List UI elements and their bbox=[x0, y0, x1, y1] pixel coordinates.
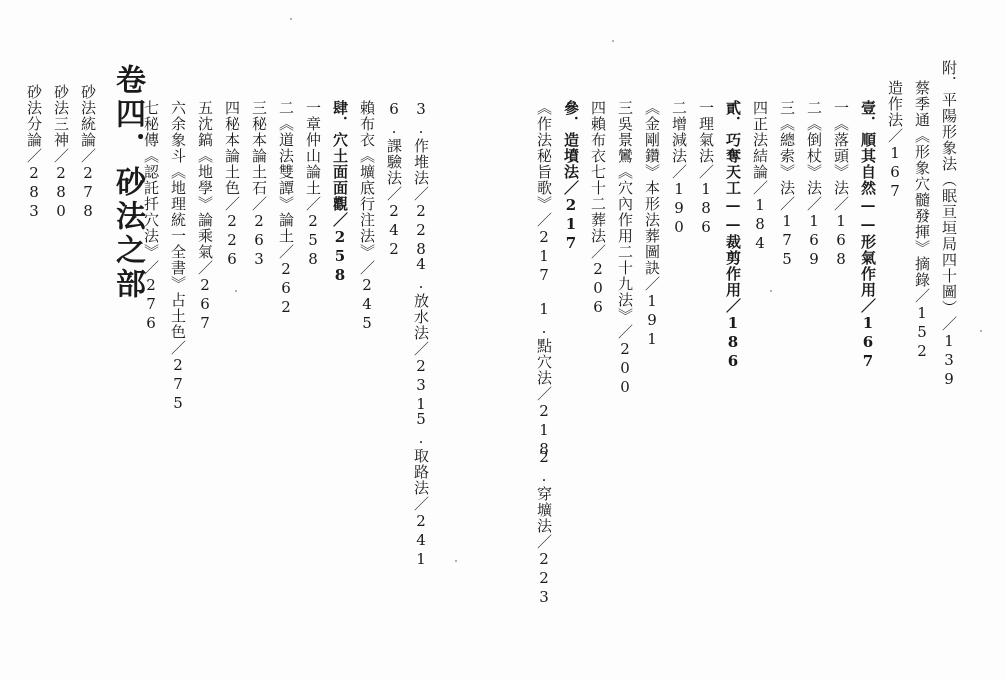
toc-entry-shafa-tonglun: 砂法統論／278 bbox=[79, 84, 97, 221]
toc-entry-zengjian: 二增減法／190 bbox=[670, 100, 688, 237]
toc-entry-yu-xiangdou: 六余象斗《地理統一全書》占土色／275 bbox=[169, 100, 187, 413]
scan-speck bbox=[980, 330, 982, 332]
toc-entry-zhang-zhongshan: 一章仲山論土／258 bbox=[304, 100, 322, 269]
toc-entry-daozhang: 二《倒杖》法／169 bbox=[805, 100, 823, 269]
scan-speck bbox=[612, 40, 614, 42]
toc-heading-part-two: 貳．巧奪天工——裁剪作用／186 bbox=[724, 100, 742, 371]
toc-entry-jingang: 《金剛鑽》本形法葬圖訣／191 bbox=[643, 100, 661, 349]
toc-entry-tushi: 三秘本論土石／263 bbox=[250, 100, 268, 269]
toc-entry-dianxue: 1.點穴法／218 bbox=[535, 300, 553, 459]
toc-heading-part-three: 參．造墳法／217 bbox=[562, 100, 580, 253]
toc-entry-shen-gao: 五沈鎬《地學》論乘氣／267 bbox=[196, 100, 214, 333]
toc-heading-part-four: 肆．穴土面面觀／258 bbox=[331, 100, 349, 285]
toc-heading-part-one: 壹．順其自然——形氣作用／167 bbox=[859, 100, 877, 371]
toc-entry-lai-buyi-72: 四賴布衣七十二葬法／206 bbox=[589, 100, 607, 317]
toc-entry-luotou: 一《落頭》法／168 bbox=[832, 100, 850, 269]
toc-entry-cai-jitong: 蔡季通《形象穴髓發揮》摘錄／152 bbox=[913, 80, 931, 361]
toc-entry-conclusion: 四正法結論／184 bbox=[751, 100, 769, 253]
toc-entry-qulu: 5.取路法／241 bbox=[412, 410, 430, 569]
toc-entry-chuankuang: 2.穿壙法／223 bbox=[535, 448, 553, 607]
toc-entry-fangshui: 4.放水法／231 bbox=[412, 255, 430, 414]
toc-entry-daofa: 二《道法雙譚》論土／262 bbox=[277, 100, 295, 317]
toc-entry-kuangdi: 賴布衣《壙底行注法》／245 bbox=[358, 100, 376, 333]
toc-entry-construction: 造作法／167 bbox=[886, 80, 904, 201]
toc-entry-appendix: 附．平陽形象法（眠亘垣局四十圖）／139 bbox=[940, 60, 958, 389]
toc-entry-keyan: 6.課驗法／242 bbox=[385, 100, 403, 259]
scan-speck bbox=[770, 290, 772, 292]
toc-entry-liqi: 一理氣法／186 bbox=[697, 100, 715, 237]
toc-entry-wu-jingluan: 三吳景鸞《穴內作用二十九法》／200 bbox=[616, 100, 634, 397]
toc-entry-zongsuo: 三《總索》法／175 bbox=[778, 100, 796, 269]
scan-speck bbox=[455, 560, 457, 562]
toc-entry-tuse: 四秘本論土色／226 bbox=[223, 100, 241, 269]
toc-entry-zuodui: 3.作堆法／228 bbox=[412, 100, 430, 259]
scan-speck bbox=[290, 18, 292, 20]
toc-entry-shafa-fenlun: 砂法分論／283 bbox=[25, 84, 43, 221]
volume-four-title: 卷四．砂法之部 bbox=[110, 64, 145, 302]
toc-entry-shafa-sanshen: 砂法三神／280 bbox=[52, 84, 70, 221]
toc-entry-zuofa-song: 《作法秘旨歌》／217 bbox=[535, 100, 553, 285]
toc-entry-mizhuan: 七秘傳《認託扦穴法》／276 bbox=[142, 100, 160, 333]
scan-speck bbox=[235, 290, 237, 292]
